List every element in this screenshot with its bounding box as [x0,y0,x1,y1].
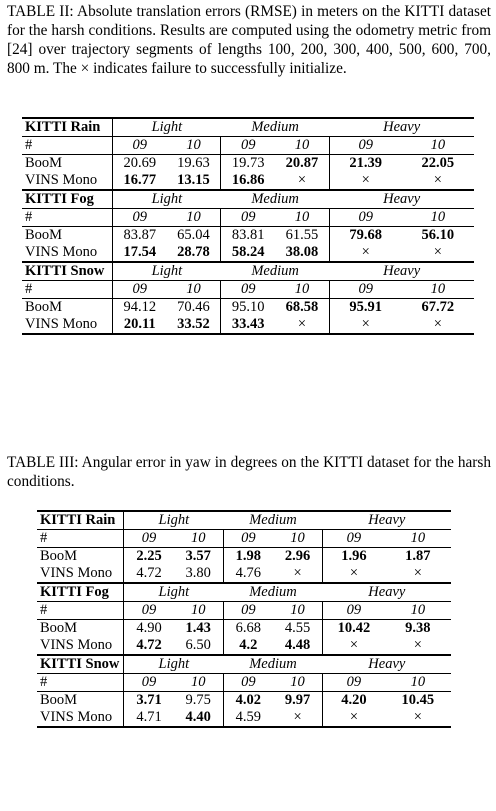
table-cell: 20.11 [112,316,166,334]
table-2-caption-text: Absolute translation errors (RMSE) in meters on the KITTI dataset for the harsh conditions. Results are computed using the odometry metric from [24] over trajectory segments of lengths 100, 200, 300, 400, 500, 600, 700, 800 m. The × indicates failure to successfully initialize. [7,3,492,77]
sequence-id: 10 [402,137,474,155]
sequence-id: 10 [273,602,323,620]
table-cell: 95.10 [221,299,275,317]
table-cell: 4.76 [223,565,273,583]
table-cell: 3.71 [124,692,174,710]
sequence-id: 09 [124,602,174,620]
table-2 [22,117,474,335]
table-cell: 9.38 [385,620,451,638]
section-name: KITTI Rain [22,118,112,137]
table-cell: × [273,565,323,583]
condition-header: Heavy [329,262,474,281]
table-cell: 1.98 [223,548,273,566]
sequence-id: 10 [167,209,221,227]
table-cell: 56.10 [402,227,474,245]
table-cell: 21.39 [329,155,401,173]
sequence-id: 10 [174,530,224,548]
table-row [22,244,474,262]
table-row [22,299,474,317]
table-2-caption-label: TABLE II: [7,3,74,20]
sequence-id: 10 [402,281,474,299]
table-cell: 61.55 [275,227,329,245]
table-cell: × [323,565,385,583]
table-cell: 4.40 [174,709,224,727]
table-cell: 6.50 [174,637,224,655]
table-cell: × [275,172,329,190]
table-cell: × [273,709,323,727]
condition-header: Medium [223,655,322,674]
method-label: BooM [37,548,124,566]
table-cell: × [385,637,451,655]
table-cell: 1.43 [174,620,224,638]
condition-header: Heavy [329,190,474,209]
sequence-id: 09 [223,674,273,692]
table-3 [37,510,451,728]
table-row [37,548,451,566]
table-cell: × [385,709,451,727]
table-row [22,155,474,173]
table-cell: 4.48 [273,637,323,655]
sequence-id: 09 [221,281,275,299]
table-cell: 9.97 [273,692,323,710]
condition-header: Medium [221,262,329,281]
table-2-caption [7,2,491,78]
table-cell: 16.86 [221,172,275,190]
table-cell: 1.87 [385,548,451,566]
sequence-id: 09 [323,674,385,692]
sequence-id: 09 [329,137,401,155]
method-label: BooM [37,692,124,710]
table-cell: 6.68 [223,620,273,638]
sequence-row [37,530,451,548]
sequence-id: 10 [167,281,221,299]
section-header-row [22,190,474,209]
sequence-id: 09 [223,602,273,620]
table-cell: 17.54 [112,244,166,262]
hash-label: # [37,602,124,620]
section-header-row [22,118,474,137]
sequence-id: 09 [329,281,401,299]
hash-label: # [22,209,112,227]
table-cell: 9.75 [174,692,224,710]
condition-header: Medium [221,118,329,137]
sequence-row [37,602,451,620]
sequence-id: 09 [323,602,385,620]
table-cell: 70.46 [167,299,221,317]
table-cell: 58.24 [221,244,275,262]
sequence-row [22,137,474,155]
table-cell: 65.04 [167,227,221,245]
table-cell: 19.73 [221,155,275,173]
table-cell: × [402,244,474,262]
sequence-id: 09 [112,281,166,299]
table-cell: 3.80 [174,565,224,583]
hash-label: # [37,674,124,692]
condition-header: Heavy [323,583,451,602]
section-name: KITTI Fog [37,583,124,602]
table-cell: 2.25 [124,548,174,566]
table-cell: 67.72 [402,299,474,317]
method-label: BooM [22,299,112,317]
table-cell: 10.45 [385,692,451,710]
table-cell: × [323,709,385,727]
section-header-row [37,583,451,602]
condition-header: Light [112,118,220,137]
table-row [37,565,451,583]
sequence-row [37,674,451,692]
method-label: VINS Mono [22,244,112,262]
section-header-row [22,262,474,281]
condition-header: Light [124,655,223,674]
hash-label: # [22,137,112,155]
table-cell: 68.58 [275,299,329,317]
section-name: KITTI Fog [22,190,112,209]
table-row [37,692,451,710]
table-cell: × [402,172,474,190]
condition-header: Heavy [329,118,474,137]
table-cell: 10.42 [323,620,385,638]
table-cell: 33.43 [221,316,275,334]
method-label: BooM [22,155,112,173]
table-cell: 28.78 [167,244,221,262]
section-name: KITTI Snow [22,262,112,281]
sequence-id: 10 [273,530,323,548]
sequence-id: 10 [273,674,323,692]
condition-header: Light [112,262,220,281]
table-cell: 94.12 [112,299,166,317]
method-label: VINS Mono [37,637,124,655]
condition-header: Medium [223,583,322,602]
table-cell: × [275,316,329,334]
sequence-row [22,281,474,299]
condition-header: Medium [221,190,329,209]
table-cell: 19.63 [167,155,221,173]
condition-header: Heavy [323,655,451,674]
table-cell: × [323,637,385,655]
condition-header: Light [124,511,223,530]
table-cell: × [329,172,401,190]
method-label: VINS Mono [22,172,112,190]
condition-header: Light [124,583,223,602]
sequence-row [22,209,474,227]
table-row [22,227,474,245]
table-cell: × [329,316,401,334]
sequence-id: 10 [275,137,329,155]
sequence-id: 10 [385,602,451,620]
condition-header: Heavy [323,511,451,530]
method-label: BooM [22,227,112,245]
sequence-id: 10 [275,281,329,299]
table-cell: × [385,565,451,583]
table-cell: 33.52 [167,316,221,334]
table-cell: 16.77 [112,172,166,190]
method-label: BooM [37,620,124,638]
sequence-id: 09 [323,530,385,548]
method-label: VINS Mono [22,316,112,334]
table-cell: 20.87 [275,155,329,173]
method-label: VINS Mono [37,709,124,727]
section-name: KITTI Snow [37,655,124,674]
table-3-caption-text: Angular error in yaw in degrees on the KITTI dataset for the harsh conditions. [7,454,492,490]
table-3-caption [7,453,491,491]
sequence-id: 10 [402,209,474,227]
sequence-id: 09 [112,137,166,155]
table-cell: × [329,244,401,262]
sequence-id: 09 [221,137,275,155]
table-row [22,316,474,334]
table-cell: 1.96 [323,548,385,566]
method-label: VINS Mono [37,565,124,583]
sequence-id: 10 [275,209,329,227]
table-cell: 4.72 [124,565,174,583]
table-cell: 22.05 [402,155,474,173]
table-cell: 4.72 [124,637,174,655]
table-cell: 2.96 [273,548,323,566]
sequence-id: 10 [174,602,224,620]
table-row [37,620,451,638]
table-cell: 13.15 [167,172,221,190]
table-cell: 83.87 [112,227,166,245]
sequence-id: 10 [167,137,221,155]
table-cell: 4.02 [223,692,273,710]
table-cell: 4.59 [223,709,273,727]
table-cell: 20.69 [112,155,166,173]
table-cell: 4.71 [124,709,174,727]
table-row [37,709,451,727]
table-cell: 4.55 [273,620,323,638]
table-cell: 83.81 [221,227,275,245]
table-3-caption-label: TABLE III: [7,454,79,471]
table-cell: 4.90 [124,620,174,638]
table-cell: 38.08 [275,244,329,262]
condition-header: Light [112,190,220,209]
section-header-row [37,511,451,530]
sequence-id: 10 [385,674,451,692]
table-cell: 4.20 [323,692,385,710]
section-header-row [37,655,451,674]
table-cell: 79.68 [329,227,401,245]
table-cell: × [402,316,474,334]
sequence-id: 10 [174,674,224,692]
sequence-id: 09 [124,530,174,548]
condition-header: Medium [223,511,322,530]
sequence-id: 10 [385,530,451,548]
sequence-id: 09 [223,530,273,548]
sequence-id: 09 [221,209,275,227]
table-row [22,172,474,190]
section-name: KITTI Rain [37,511,124,530]
sequence-id: 09 [112,209,166,227]
table-cell: 4.2 [223,637,273,655]
hash-label: # [37,530,124,548]
hash-label: # [22,281,112,299]
sequence-id: 09 [329,209,401,227]
table-row [37,637,451,655]
sequence-id: 09 [124,674,174,692]
table-cell: 3.57 [174,548,224,566]
table-cell: 95.91 [329,299,401,317]
